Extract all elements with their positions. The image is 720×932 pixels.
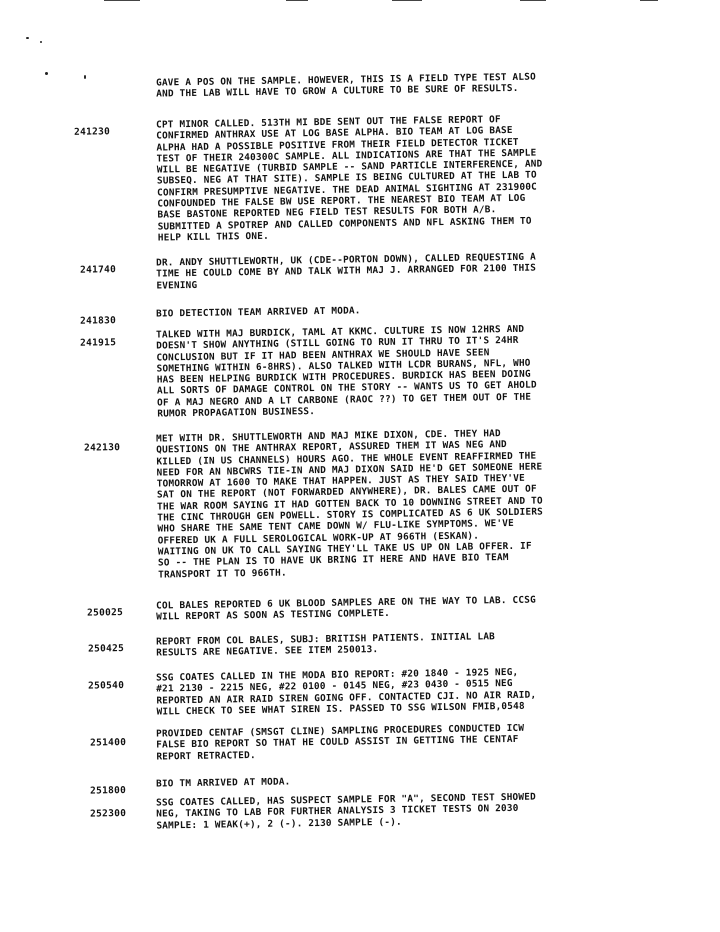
log-entry: [0, 770, 720, 797]
entry-text: MET WITH DR. SHUTTLEWORTH AND MAJ MIKE DIXON, CDE. THEY HAD QUESTIONS ON THE ANTHRAX REPORT, ASSURED THEM IT WAS NEG AND KILLED (IN US CHANNELS) HOURS AGO. THE WHOLE EVENT REAFFIRMED THE NEED FOR AN NBCWRS TIE-IN AND MAJ DIXON SAID HE'D GET SOMEONE HERE TOMORROW AT 1600 TO MAKE THAT HAPPEN. JUST AS THEY SAID THEY'VE SAT ON THE REPORT (NOT FORWARDED ANYWHERE), DR. BALES CAME OUT OF THE WAR ROOM SAYING IT HAD GOTTEN BACK TO 10 DOWNING STREET AND TO THE CINC THROUGH GEN POWELL. STORY IS COMPLICATED AS 6 UK SOLDIERS WHO SHARE THE SAME TENT CAME DOWN W/ FLU-LIKE SYMPTOMS. WE'VE OFFERED UK A FULL SEROLOGICAL WORK-UP AT 966TH (ESKAN). WAITING ON UK TO CALL SAYING THEY'LL TAKE US UP ON LAB OFFER. IF SO -- THE PLAN IS TO HAVE UK BRING IT HERE AND HAVE BIO TEAM TRANSPORT IT TO 966TH.: [155, 428, 544, 581]
scan-speck: [45, 72, 48, 75]
entry-time: 241740: [79, 264, 117, 276]
scan-edge-mark: [104, 0, 140, 1]
log-entry: [0, 249, 720, 292]
entry-text: DR. ANDY SHUTTLEWORTH, UK (CDE--PORTON DOWN), CALLED REQUESTING A TIME HE COULD COME BY AND TALK WITH MAJ J. ARRANGED FOR 2100 THIS EVENING: [155, 251, 537, 292]
entry-text: BIO DETECTION TEAM ARRIVED AT MODA.: [155, 305, 361, 320]
entry-text: COL BALES REPORTED 6 UK BLOOD SAMPLES ARE ON THE WAY TO LAB. CCSG WILL REPORT AS SOON AS TESTING COMPLETE.: [155, 594, 536, 623]
entry-text: GAVE A POS ON THE SAMPLE. HOWEVER, THIS IS A FIELD TYPE TEST ALSO AND THE LAB WILL HAVE TO GROW A CULTURE TO BE SURE OF RESULTS.: [155, 71, 536, 100]
scan-speck: [84, 75, 86, 79]
scan-speck: [26, 37, 29, 39]
entry-time: 252300: [90, 808, 127, 820]
entry-time: 250025: [86, 607, 124, 619]
entry-text: PROVIDED CENTAF (SMSGT CLINE) SAMPLING PROCEDURES CONDUCTED ICW FALSE BIO REPORT SO THAT HE COULD ASSIST IN GETTING THE CENTAF REPORT RETRACTED.: [155, 722, 525, 763]
entry-text: REPORT FROM COL BALES, SUBJ: BRITISH PATIENTS. INITIAL LAB RESULTS ARE NEGATIVE. SEE ITEM 250013.: [155, 631, 496, 659]
log-entry: [0, 111, 720, 244]
entry-text: CPT MINOR CALLED. 513TH MI BDE SENT OUT THE FALSE REPORT OF CONFIRMED ANTHRAX USE AT LOG BASE ALPHA. BIO TEAM AT LOG BASE ALPHA HAD A POSSIBLE POSITIVE FROM THEIR FIELD DETECTOR TICKET TEST OF THEIR 240300C SAMPLE. ALL INDICATIONS ARE THAT THE SAMPLE WILL BE NEGATIVE (TURBID SAMPLE -- SAND PARTICLE INTERFERENCE, AND SUBSEQ. NEG AT THAT SITE). SAMPLE IS BEING CULTURED AT THE LAB TO CONFIRM PRESUMPTIVE NEGATIVE. THE DEAD ANIMAL SIGHTING AT 231900C CONFOUNDED THE FALSE BW USE REPORT. THE NEAREST BIO TEAM AT LOG BASE BASTONE REPORTED NEG FIELD TEST RESULTS FOR BOTH A/B. SUBMITTED A SPOTREP AND CALLED COMPONENTS AND NFL ASKING THEM TO HELP KILL THIS ONE.: [155, 114, 543, 244]
log-entry: [0, 425, 720, 581]
entry-time: 250540: [87, 680, 125, 692]
log-entry: [0, 720, 720, 763]
entry-time: 250425: [87, 643, 125, 655]
log-entry: [0, 592, 720, 623]
entry-time: 241915: [79, 337, 117, 349]
entry-time: 251800: [89, 785, 127, 797]
entry-time: 241230: [73, 126, 111, 138]
entry-time: 251400: [89, 737, 127, 749]
entry-time: 242130: [83, 442, 121, 454]
scan-speck: [40, 41, 42, 43]
entry-time: [0, 79, 70, 80]
log-entry: [0, 664, 720, 718]
entry-text: TALKED WITH MAJ BURDICK, TAML AT KKMC. CULTURE IS NOW 12HRS AND DOESN'T SHOW ANYTHING (STILL GOING TO RUN IT THRU TO IT'S 24HR CONCLUSION BUT IF IT HAD BEEN ANTHRAX WE SHOULD HAVE SEEN SOMETHING WITHIN 6-8HRS). ALSO TALKED WITH LCDR BURANS, NFL, WHO HAS BEEN HELPING BURDICK WITH PROCEDURES. BURDICK HAS BEEN DOING ALL SORTS OF DAMAGE CONTROL ON THE STORY -- WANTS US TO GET AHOLD OF A MAJ NEGRO AND A LT CARBONE (RAOC ??) TO GET THEM OUT OF THE RUMOR PROPAGATION BUSINESS.: [155, 323, 537, 420]
log-entry: [0, 628, 720, 659]
scan-edge-mark: [286, 0, 308, 1]
scan-edge-mark: [640, 0, 658, 1]
log-entry: [0, 300, 720, 327]
entry-text: SSG COATES CALLED, HAS SUSPECT SAMPLE FOR "A", SECOND TEST SHOWED NEG, TAKING TO LAB FOR FURTHER ANALYSIS 3 TICKET TESTS ON 2030 SAMPLE: 1 WEAK(+), 2 (-). 2130 SAMPLE (-).: [155, 791, 536, 832]
entry-time: 241830: [79, 315, 117, 327]
entry-text: SSG COATES CALLED IN THE MODA BIO REPORT: #20 1840 - 1925 NEG, #21 2130 - 2215 NEG, #22 0100 - 0145 NEG, #23 0430 - 0515 NEG REPORTED AN AIR RAID SIREN GOING OFF. CONTACTED CJI. NO AIR RAID, WILL CHECK TO SEE WHAT SIREN IS. PASSED TO SSG WILSON FMIB,0548: [155, 666, 537, 718]
log-entry: [0, 69, 720, 100]
scan-edge-mark: [520, 0, 546, 1]
scan-edge-mark: [392, 0, 422, 1]
entry-text: BIO TM ARRIVED AT MODA.: [155, 776, 291, 790]
